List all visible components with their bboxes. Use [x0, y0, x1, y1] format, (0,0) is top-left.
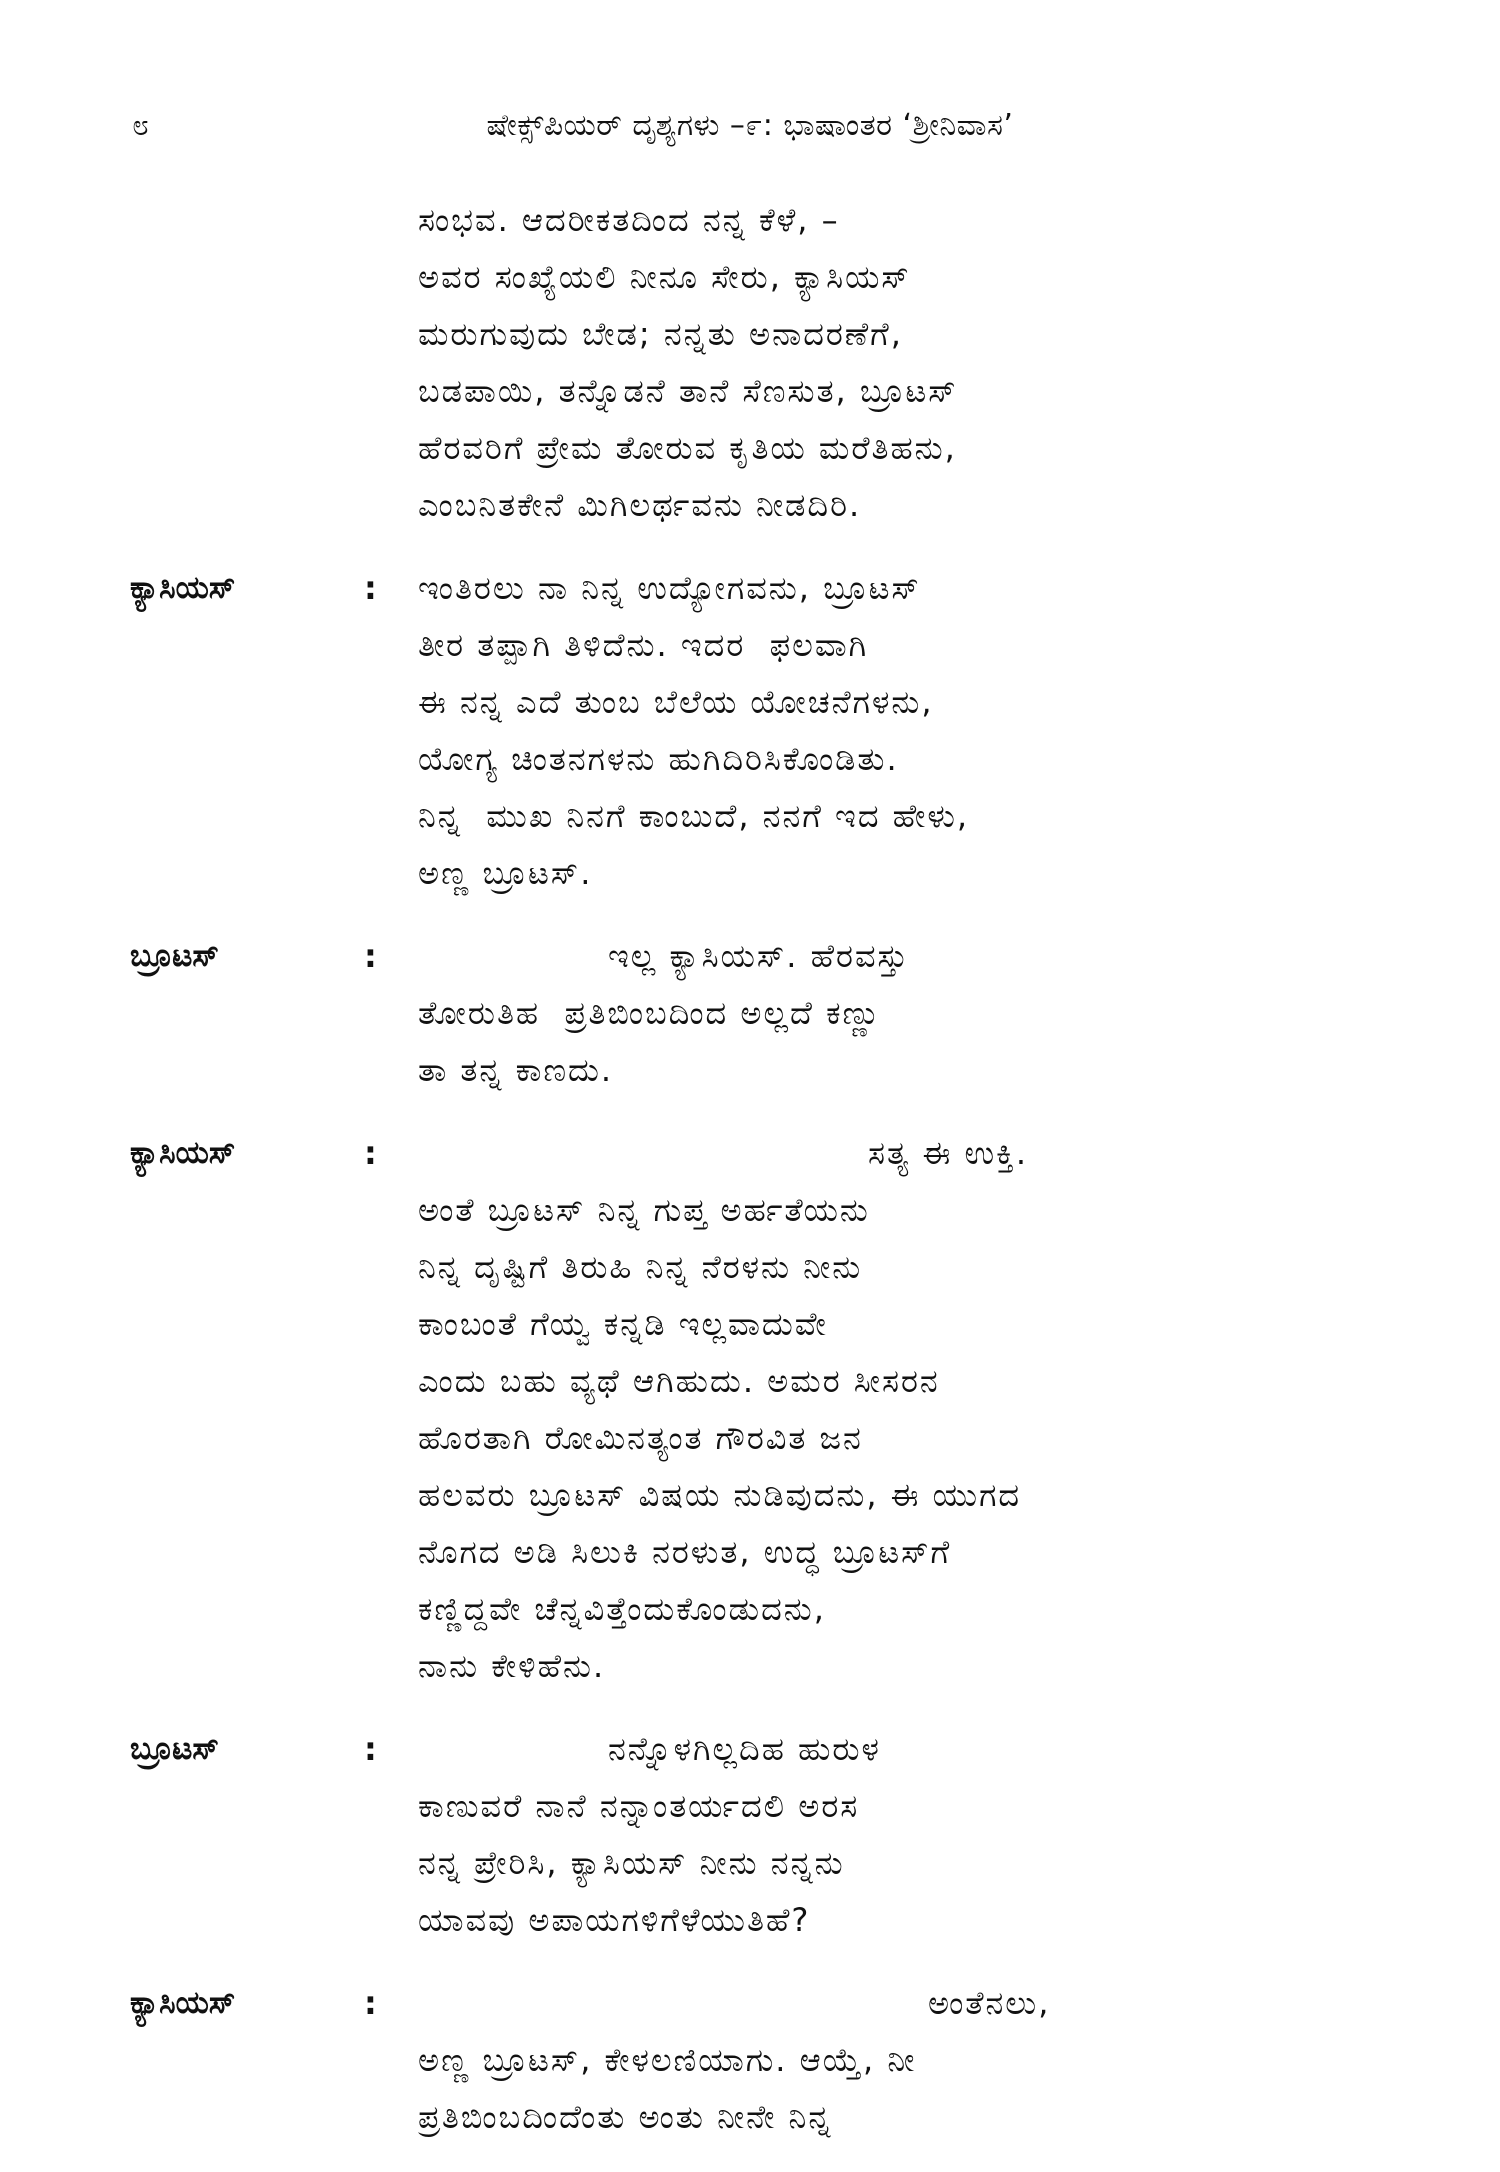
speech-lines	[418, 560, 1418, 902]
speech-lines	[418, 1125, 1418, 1695]
page-number: ೮	[132, 108, 149, 143]
speech-block	[0, 1721, 1500, 1949]
speech-lines	[418, 1975, 1418, 2146]
verse-line: ಅವರ ಸಂಖ್ಯೆಯಲಿ ನೀನೂ ಸೇರು, ಕ್ಯಾಸಿಯಸ್	[418, 258, 911, 296]
verse-line: ಎಂಬನಿತಕೇನೆ ಮಿಗಿಲರ್ಥವನು ನೀಡದಿರಿ.	[418, 486, 862, 524]
verse-line: ನೊಗದ ಅಡಿ ಸಿಲುಕಿ ನರಳುತ, ಉದ್ಧ ಬ್ರೂಟಸ್‌ಗೆ	[418, 1533, 952, 1571]
speaker-name: ಬ್ರೂಟಸ್	[130, 938, 219, 974]
verse-line: ಅಣ್ಣ ಬ್ರೂಟಸ್, ಕೇಳಲಣಿಯಾಗು. ಆಯ್ತೆ, ನೀ	[418, 2041, 917, 2079]
verse-line: ಇಲ್ಲ ಕ್ಯಾಸಿಯಸ್. ಹೆರವಸ್ತು	[608, 937, 910, 975]
verse-line: ಹಲವರು ಬ್ರೂಟಸ್ ವಿಷಯ ನುಡಿವುದನು, ಈ ಯುಗದ	[418, 1476, 1022, 1514]
speaker-name: ಕ್ಯಾಸಿಯಸ್	[130, 1135, 236, 1171]
verse-line: ಕಣ್ಣಿದ್ದವೇ ಚೆನ್ನವಿತ್ತೆಂದುಕೊಂಡುದನು,	[418, 1590, 826, 1628]
speech-block	[0, 560, 1500, 902]
speech-block	[0, 928, 1500, 1099]
verse-line: ತೀರ ತಪ್ಪಾಗಿ ತಿಳಿದೆನು. ಇದರ ಫಲವಾಗಿ	[418, 626, 869, 664]
verse-line: ಹೊರತಾಗಿ ರೋಮಿನತ್ಯಂತ ಗೌರವಿತ ಜನ	[418, 1419, 863, 1457]
verse-line: ಅಂತೆನಲು,	[928, 1984, 1051, 2022]
verse-line: ತಾ ತನ್ನ ಕಾಣದು.	[418, 1051, 614, 1089]
speech-lines	[418, 192, 1418, 534]
speech-block	[0, 1125, 1500, 1695]
speaker-colon: :	[364, 937, 377, 975]
verse-line: ಹೆರವರಿಗೆ ಪ್ರೇಮ ತೋರುವ ಕೃತಿಯ ಮರೆತಿಹನು,	[418, 429, 957, 467]
speaker-colon: :	[364, 1730, 377, 1768]
verse-line: ನಿನ್ನ ದೃಷ್ಟಿಗೆ ತಿರುಹಿ ನಿನ್ನ ನೆರಳನು ನೀನು	[418, 1248, 863, 1286]
verse-line: ನಾನು ಕೇಳಿಹೆನು.	[418, 1647, 606, 1685]
verse-line: ಬಡಪಾಯಿ, ತನ್ನೊಡನೆ ತಾನೆ ಸೆಣಸುತ, ಬ್ರೂಟಸ್	[418, 372, 958, 410]
verse-line: ಪ್ರತಿಬಿಂಬದಿಂದೆಂತು ಅಂತು ನೀನೇ ನಿನ್ನ	[418, 2098, 833, 2136]
speech-block	[0, 192, 1500, 534]
verse-line: ನನ್ನೊಳಗಿಲ್ಲದಿಹ ಹುರುಳ	[608, 1730, 881, 1768]
verse-line: ಸತ್ಯ ಈ ಉಕ್ತಿ.	[868, 1134, 1028, 1172]
verse-line: ಮರುಗುವುದು ಬೇಡ; ನನ್ನತು ಅನಾದರಣೆಗೆ,	[418, 315, 903, 353]
verse-line: ಕಾಂಬಂತೆ ಗೆಯ್ವ ಕನ್ನಡಿ ಇಲ್ಲವಾದುವೇ	[418, 1305, 828, 1343]
verse-line: ಅಣ್ಣ ಬ್ರೂಟಸ್.	[418, 854, 593, 892]
play-text	[0, 192, 1500, 2172]
verse-line: ಈ ನನ್ನ ಎದೆ ತುಂಬ ಬೆಲೆಯ ಯೋಚನೆಗಳನು,	[418, 683, 934, 721]
running-title: ಷೇಕ್ಸ್‌ಪಿಯರ್ ದೃಶ್ಯಗಳು –೯: ಭಾಷಾಂತರ ‘ಶ್ರೀನಿವಾಸ’	[486, 108, 1014, 143]
speaker-name: ಕ್ಯಾಸಿಯಸ್	[130, 1985, 236, 2021]
verse-line: ಅಂತೆ ಬ್ರೂಟಸ್ ನಿನ್ನ ಗುಪ್ತ ಅರ್ಹತೆಯನು	[418, 1191, 870, 1229]
speech-lines	[418, 928, 1418, 1099]
speaker-colon: :	[364, 569, 377, 607]
verse-line: ಯೋಗ್ಯ ಚಿಂತನಗಳನು ಹುಗಿದಿರಿಸಿಕೊಂಡಿತು.	[418, 740, 899, 778]
verse-line: ನನ್ನ ಪ್ರೇರಿಸಿ, ಕ್ಯಾಸಿಯಸ್ ನೀನು ನನ್ನನು	[418, 1844, 845, 1882]
page-header	[0, 108, 1500, 148]
verse-line: ಎಂದು ಬಹು ವ್ಯಥೆ ಆಗಿಹುದು. ಅಮರ ಸೀಸರನ	[418, 1362, 940, 1400]
speaker-name: ಬ್ರೂಟಸ್	[130, 1731, 219, 1767]
speaker-name: ಕ್ಯಾಸಿಯಸ್	[130, 570, 236, 606]
speech-block	[0, 1975, 1500, 2146]
verse-line: ಇಂತಿರಲು ನಾ ನಿನ್ನ ಉದ್ಯೋಗವನು, ಬ್ರೂಟಸ್	[418, 569, 921, 607]
speech-lines	[418, 1721, 1418, 1949]
speaker-colon: :	[364, 1984, 377, 2022]
verse-line: ಕಾಣುವರೆ ನಾನೆ ನನ್ನಾಂತರ್ಯದಲಿ ಅರಸ	[418, 1787, 860, 1825]
speaker-colon: :	[364, 1134, 377, 1172]
verse-line: ತೋರುತಿಹ ಪ್ರತಿಬಿಂಬದಿಂದ ಅಲ್ಲದೆ ಕಣ್ಣು	[418, 994, 882, 1032]
verse-line: ಸಂಭವ. ಆದರೀಕತದಿಂದ ನನ್ನ ಕೆಳೆ, –	[418, 201, 840, 239]
verse-line: ನಿನ್ನ ಮುಖ ನಿನಗೆ ಕಾಂಬುದೆ, ನನಗೆ ಇದ ಹೇಳು,	[418, 797, 970, 835]
verse-line: ಯಾವವು ಅಪಾಯಗಳಿಗೆಳೆಯುತಿಹೆ?	[418, 1901, 811, 1939]
